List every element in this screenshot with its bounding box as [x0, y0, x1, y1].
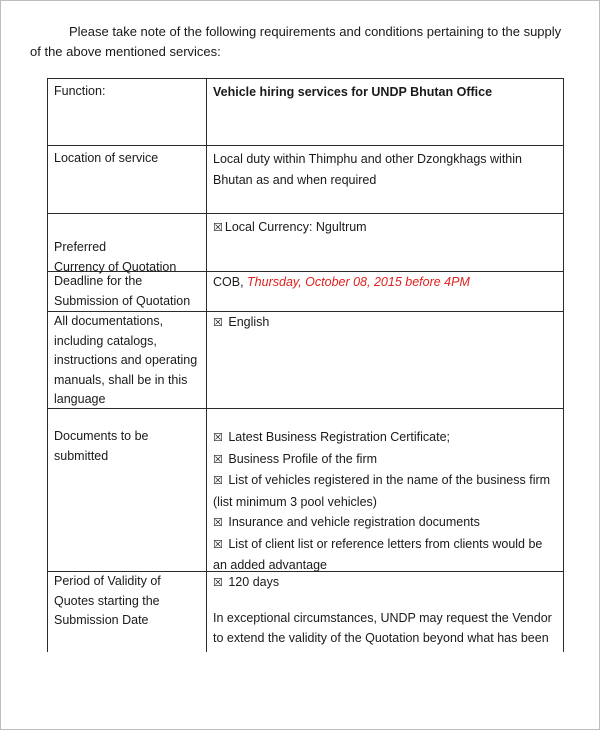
table-row-documents	[47, 409, 564, 572]
currency-value: Local Currency: Ngultrum	[224, 220, 367, 234]
table-row-validity	[47, 572, 564, 652]
list-item: ☒ List of client list or reference letters from clients would be	[213, 536, 543, 551]
label-documents: Documents to be submitted	[47, 409, 207, 571]
intro-paragraph: Please take note of the following requirements and conditions pertaining to the supply of the above mentioned services:	[30, 24, 562, 59]
label-currency: Preferred Currency of Quotation	[47, 214, 207, 271]
label-validity: Period of Validity of Quotes starting the Submission Date	[47, 572, 207, 652]
list-item-continuation: an added advantage	[213, 558, 327, 572]
checked-box-icon: ☒	[213, 452, 223, 466]
label-function: Function:	[47, 79, 207, 145]
value-deadline	[207, 272, 564, 311]
list-item: ☒ Business Profile of the firm	[213, 451, 378, 466]
location-value: Local duty within Thimphu and other Dzongkhags within Bhutan as and when required	[213, 152, 522, 187]
table-row-language	[47, 312, 564, 409]
list-item: ☒ List of vehicles registered in the name of the business firm	[213, 473, 551, 487]
checked-box-icon: ☒	[213, 576, 223, 589]
checked-box-icon: ☒	[213, 431, 223, 444]
value-location	[207, 146, 564, 213]
checked-box-icon: ☒	[213, 516, 223, 529]
list-item-continuation: (list minimum 3 pool vehicles)	[213, 494, 377, 509]
validity-value: 120 days	[228, 575, 280, 589]
deadline-prefix: COB,	[213, 275, 248, 289]
list-item: ☒ Insurance and vehicle registration documents	[213, 515, 480, 529]
list-item: ☒ Latest Business Registration Certificate;	[213, 430, 450, 444]
validity-note: to extend the validity of the Quotation beyond what has been	[213, 631, 549, 645]
language-value: English	[228, 315, 270, 329]
checked-box-icon: ☒	[213, 316, 223, 329]
table-row-deadline	[47, 272, 564, 312]
function-value: Vehicle hiring services for UNDP Bhutan Office	[213, 85, 493, 99]
table-row-currency	[47, 214, 564, 272]
label-deadline: Deadline for the Submission of Quotation	[47, 272, 207, 311]
table-row-function	[47, 78, 564, 146]
checked-box-icon: ☒	[213, 221, 223, 234]
label-location: Location of service	[47, 146, 207, 213]
checked-box-icon: ☒	[213, 537, 223, 551]
table-row-location	[47, 146, 564, 214]
requirements-table	[47, 78, 564, 652]
deadline-date: Thursday, October 08, 2015 before 4PM	[247, 275, 470, 289]
value-language	[207, 312, 564, 408]
checked-box-icon: ☒	[213, 474, 223, 487]
value-documents	[207, 409, 564, 571]
validity-note: In exceptional circumstances, UNDP may request the Vendor	[213, 610, 552, 625]
value-currency	[207, 214, 564, 271]
label-language: All documentations, including catalogs, instructions and operating manuals, shall be in this language	[47, 312, 207, 408]
value-validity	[207, 572, 564, 652]
value-function	[207, 79, 564, 145]
